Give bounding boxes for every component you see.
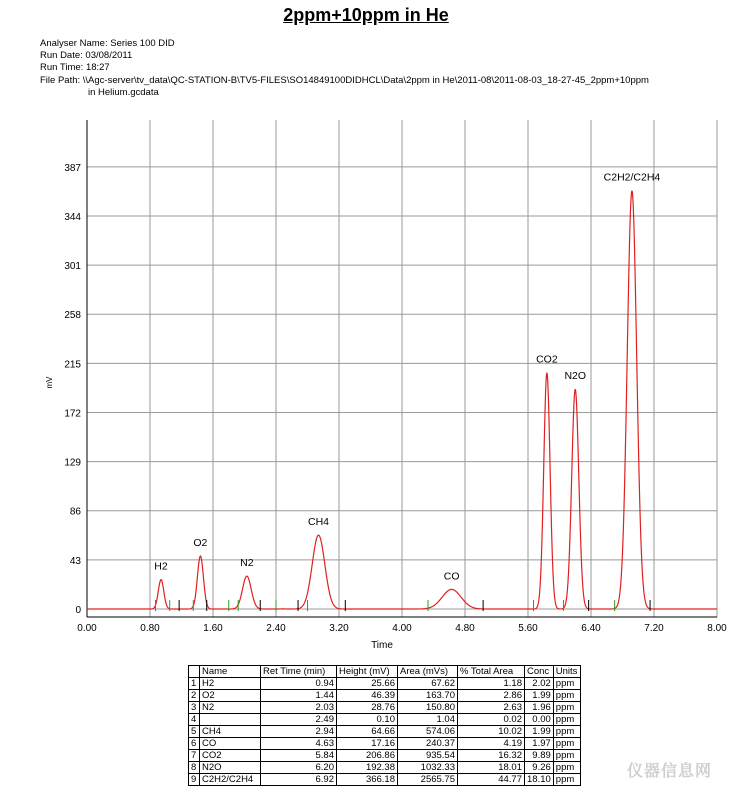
col-height-header: Height (mV) [337, 666, 398, 678]
height-cell: 0.10 [337, 714, 398, 726]
y-tick-label: 86 [69, 506, 81, 518]
peak-label: CO [443, 570, 460, 583]
x-tick-label: 3.20 [329, 623, 349, 634]
row-index-cell: 8 [189, 762, 200, 774]
row-index-cell: 9 [189, 774, 200, 786]
conc-cell: 1.97 [525, 738, 554, 750]
table-row [189, 678, 581, 690]
units-cell: ppm [553, 714, 580, 726]
y-tick-label: 172 [64, 408, 81, 420]
col-area-header: Area (mVs) [398, 666, 458, 678]
report-title: 2ppm+10ppm in He [283, 5, 449, 25]
conc-cell: 0.00 [525, 714, 554, 726]
peak-label: C2H2/C2H4 [603, 171, 661, 184]
peak-label: H2 [154, 560, 168, 573]
x-tick-label: 7.20 [644, 623, 664, 634]
peak-name-cell: O2 [200, 690, 261, 702]
col-units-header: Units [553, 666, 580, 678]
peak-name-cell: CO2 [200, 750, 261, 762]
ret-time-cell: 1.44 [261, 690, 337, 702]
y-tick-label: 43 [69, 555, 81, 567]
conc-cell: 1.96 [525, 702, 554, 714]
x-tick-label: 1.60 [203, 623, 223, 634]
x-axis-label: Time [371, 640, 393, 651]
table-row [189, 714, 581, 726]
file-path-continuation: in Helium.gcdata [88, 86, 159, 98]
y-tick-label: 258 [64, 310, 81, 322]
file-path-label: File Path: [40, 74, 81, 86]
conc-cell: 9.89 [525, 750, 554, 762]
peak-name-cell: CH4 [200, 726, 261, 738]
col-name-header: Name [200, 666, 261, 678]
area-cell: 935.54 [398, 750, 458, 762]
conc-cell: 1.99 [525, 690, 554, 702]
ret-time-cell: 2.49 [261, 714, 337, 726]
row-index-cell: 1 [189, 678, 200, 690]
units-cell: ppm [553, 702, 580, 714]
units-cell: ppm [553, 738, 580, 750]
height-cell: 366.18 [337, 774, 398, 786]
conc-cell: 9.26 [525, 762, 554, 774]
y-tick-label: 0 [75, 605, 81, 617]
run-time-label: Run Time: [40, 62, 84, 74]
row-index-cell: 2 [189, 690, 200, 702]
peak-name-cell: N2O [200, 762, 261, 774]
x-tick-label: 8.00 [707, 623, 727, 634]
x-tick-label: 6.40 [581, 623, 601, 634]
col-pct-header: % Total Area [458, 666, 525, 678]
y-tick-label: 215 [64, 359, 81, 371]
row-index-cell: 3 [189, 702, 200, 714]
peak-name-cell [200, 714, 261, 726]
ret-time-cell: 4.63 [261, 738, 337, 750]
pct-area-cell: 1.18 [458, 678, 525, 690]
ret-time-cell: 5.84 [261, 750, 337, 762]
table-row [189, 702, 581, 714]
units-cell: ppm [553, 750, 580, 762]
pct-area-cell: 18.01 [458, 762, 525, 774]
height-cell: 17.16 [337, 738, 398, 750]
ret-time-cell: 2.94 [261, 726, 337, 738]
run-date-label: Run Date: [40, 50, 83, 62]
table-row [189, 738, 581, 750]
x-tick-label: 4.00 [392, 623, 412, 634]
area-cell: 574.06 [398, 726, 458, 738]
conc-cell: 1.99 [525, 726, 554, 738]
peak-label: N2O [564, 370, 587, 383]
ret-time-cell: 6.92 [261, 774, 337, 786]
watermark-logo: 仪器信息网 [626, 763, 712, 780]
analyser-value: Series 100 DID [110, 38, 175, 49]
peak-label: CH4 [308, 516, 330, 529]
row-index-cell: 5 [189, 726, 200, 738]
peak-name-cell: CO [200, 738, 261, 750]
y-axis-label: mV [45, 376, 54, 389]
x-tick-label: 5.60 [518, 623, 538, 634]
table-row [189, 750, 581, 762]
col-rettime-header: Ret Time (min) [261, 666, 337, 678]
peak-name-cell: C2H2/C2H4 [200, 774, 261, 786]
y-tick-label: 387 [64, 162, 81, 174]
height-cell: 28.76 [337, 702, 398, 714]
x-tick-label: 4.80 [455, 623, 475, 634]
peak-name-cell: H2 [200, 678, 261, 690]
area-cell: 1.04 [398, 714, 458, 726]
pct-area-cell: 4.19 [458, 738, 525, 750]
height-cell: 64.66 [337, 726, 398, 738]
area-cell: 1032.33 [398, 762, 458, 774]
run-time-value: 18:27 [85, 62, 110, 74]
row-index-cell: 7 [189, 750, 200, 762]
table-row [189, 690, 581, 702]
peak-label: CO2 [536, 353, 558, 366]
area-cell: 150.80 [398, 702, 458, 714]
height-cell: 206.86 [337, 750, 398, 762]
table-row [189, 726, 581, 738]
height-cell: 192.38 [337, 762, 398, 774]
ret-time-cell: 0.94 [261, 678, 337, 690]
y-tick-label: 301 [64, 261, 81, 273]
height-cell: 25.66 [337, 678, 398, 690]
x-tick-label: 0.00 [77, 623, 97, 634]
peak-table [188, 665, 581, 786]
area-cell: 67.62 [398, 678, 458, 690]
row-index-cell: 6 [189, 738, 200, 750]
y-tick-label: 344 [64, 211, 81, 223]
table-row [189, 774, 581, 786]
pct-area-cell: 0.02 [458, 714, 525, 726]
height-cell: 46.39 [337, 690, 398, 702]
peak-name-cell: N2 [200, 702, 261, 714]
area-cell: 163.70 [398, 690, 458, 702]
analyser-label: Analyser Name: [40, 38, 108, 49]
peak-label: O2 [193, 537, 208, 550]
conc-cell: 18.10 [525, 774, 554, 786]
pct-area-cell: 44.77 [458, 774, 525, 786]
y-tick-label: 129 [64, 457, 81, 469]
col-conc-header: Conc [525, 666, 554, 678]
col-index-header [189, 666, 200, 678]
run-date-value: 03/08/2011 [85, 50, 133, 62]
area-cell: 2565.75 [398, 774, 458, 786]
pct-area-cell: 2.63 [458, 702, 525, 714]
peak-label: N2 [240, 557, 254, 570]
file-path-value: \\Agc-server\tv_data\QC-STATION-B\TV5-FILES\SO14849100DIDHCL\Data\2ppm in He\2011-08\2011-08-03_18-27-45_2ppm+10ppm [82, 74, 649, 86]
ret-time-cell: 2.03 [261, 702, 337, 714]
units-cell: ppm [553, 774, 580, 786]
pct-area-cell: 16.32 [458, 750, 525, 762]
x-tick-label: 2.40 [266, 623, 286, 634]
x-tick-label: 0.80 [140, 623, 160, 634]
units-cell: ppm [553, 690, 580, 702]
units-cell: ppm [553, 678, 580, 690]
area-cell: 240.37 [398, 738, 458, 750]
ret-time-cell: 6.20 [261, 762, 337, 774]
conc-cell: 2.02 [525, 678, 554, 690]
peak-table-header [189, 666, 581, 678]
pct-area-cell: 2.86 [458, 690, 525, 702]
units-cell: ppm [553, 726, 580, 738]
units-cell: ppm [553, 762, 580, 774]
table-row [189, 762, 581, 774]
row-index-cell: 4 [189, 714, 200, 726]
pct-area-cell: 10.02 [458, 726, 525, 738]
